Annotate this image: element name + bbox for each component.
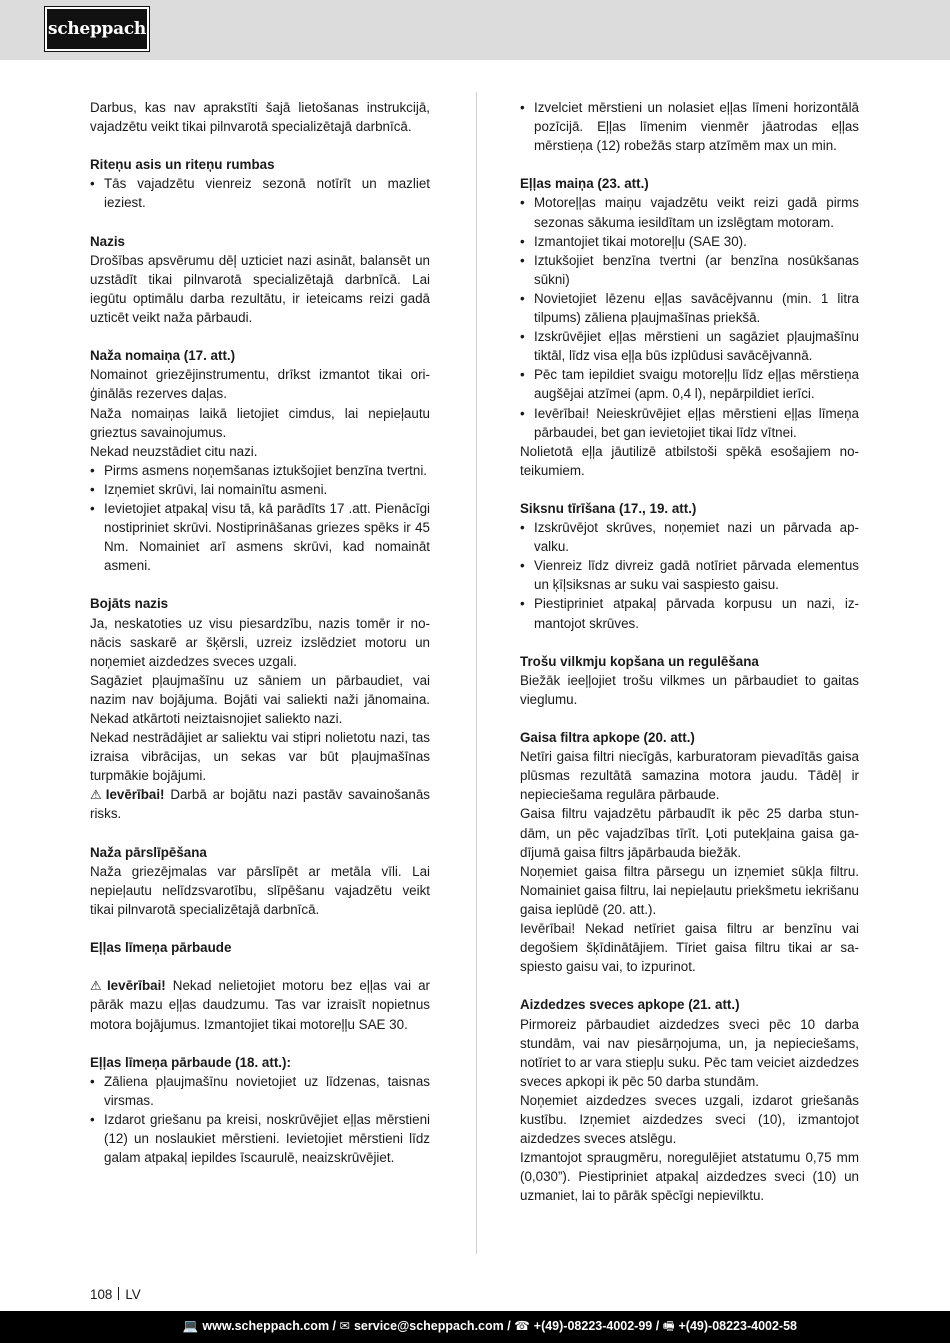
- paragraph: Noņemiet aizdedzes sveces uzgali, izdarot griešanās kustību. Izņemiet aizdedzes sveci (10), izmantojot aizdedzes sveces atslēgu.: [520, 1092, 859, 1147]
- section-heading: Naža nomaiņa (17. att.): [90, 348, 236, 364]
- wheel-axes-section: [90, 155, 430, 212]
- warning-text: Nekad nelietojiet motoru bez eļļas vai ar pārāk mazu eļļas daudzumu. Tas var izraisīt nopietnus motora bojājumus. Izmantojiet tikai motoreļļu SAE 30.: [90, 978, 430, 1032]
- footer-email: service@scheppach.com /: [353, 1319, 511, 1333]
- header-bar: [0, 0, 950, 60]
- section-heading: Naža pārslīpēšana: [90, 844, 207, 860]
- language-code: LV: [125, 1287, 141, 1302]
- blade-replacement-section: [90, 346, 430, 575]
- list-item: • Piestipriniet atpakaļ pārvada korpusu un nazi, izmantojot skrūves.: [520, 594, 859, 632]
- paragraph: Nolietotā eļļa jāutilizē atbilstoši spēkā esošajiem noteikumiem.: [520, 443, 859, 478]
- list-item: • Pirms asmens noņemšanas iztukšojiet benzīna tvertni.: [90, 461, 430, 480]
- oil-change-section: [520, 174, 859, 480]
- brand-logo: scheppach: [45, 7, 149, 51]
- blade-sharpening-section: [90, 843, 430, 919]
- list-item: • Tās vajadzētu vienreiz sezonā notīrīt un mazliet ieziest.: [90, 174, 430, 212]
- list-item: • Pēc tam iepildiet svaigu motoreļļu līdz eļļas mērstieņa augšējai atzīmei (apm. 0,4 l), nepārpildiet ierīci.: [520, 365, 859, 403]
- warning-label: Ievērībai!: [105, 787, 165, 803]
- intro-text: Darbus, kas nav aprakstīti šajā lietošanas instrukcijā, vajadzētu veikt tikai pilnvarotā specializētajā darbnīcā.: [90, 100, 430, 135]
- warning-text: Darbā ar bojātu nazi pastāv savainošanās risks.: [90, 787, 430, 822]
- paragraph: Biežāk ieeļļojiet trošu vilkmes un pārbaudiet to gaitas vieglumu.: [520, 672, 859, 707]
- footer-bar: [0, 1311, 950, 1343]
- section-heading: Siksnu tīrīšana (17., 19. att.): [520, 500, 697, 516]
- section-heading: Nazis: [90, 233, 125, 249]
- list-item: • Izņemiet skrūvi, lai nomainītu asmeni.: [90, 480, 430, 499]
- section-heading: Riteņu asis un riteņu rumbas: [90, 157, 275, 173]
- list-item: • Motoreļļas maiņu vajadzētu veikt reizi gadā pirms sezonas sākuma iesildītam un izslēgtam motoram.: [520, 193, 859, 231]
- right-column: [520, 98, 859, 1225]
- paragraph: Netīri gaisa filtri niecīgās, karburatoram pievadītās gaisa plūsmas rezultātā samazina motora jaudu. Tādēļ ir nepieciešama regulāra pārbaude.: [520, 749, 859, 803]
- warning-paragraph: [90, 785, 430, 823]
- paragraph: Gaisa filtru vajadzētu pārbaudīt ik pēc 25 darba stundām, un pēc vajadzības tīrīt. Ļoti putekļaina gaisa gadījumā gaisa filtrs jāpārbauda biežāk.: [520, 806, 859, 860]
- paragraph: Naža griezējmalas var pārslīpēt ar metāla vīli. Lai nepieļautu nelīdzsvarotību, slīpēšanu vajadzētu veikt tikai pilnvarotā specializētajā darbnīcā.: [90, 863, 430, 917]
- email-icon: ✉: [339, 1319, 350, 1333]
- page-number: [90, 1287, 141, 1302]
- cable-care-section: [520, 652, 859, 709]
- oil-level-check-heading-section: [90, 938, 430, 957]
- page-separator: [118, 1287, 119, 1300]
- warning-triangle-icon: ⚠: [90, 978, 105, 994]
- paragraph: Nekad neuzstādiet citu nazi.: [90, 443, 258, 459]
- spark-plug-section: [520, 995, 859, 1205]
- oil-level-continued-section: [520, 98, 859, 155]
- section-heading: Gaisa filtra apkope (20. att.): [520, 730, 695, 746]
- footer-phone: +(49)-08223-4002-99 /: [533, 1319, 660, 1333]
- paragraph: Izmantojot spraugmēru, noregulējiet atstatumu 0,75 mm (0,030”). Piestipriniet atpakaļ aizdedzes sveci (10) un uzmaniet, lai to pārāk spēcīgi nepievilktu.: [520, 1150, 859, 1204]
- computer-icon: 💻: [182, 1319, 199, 1333]
- oil-warning-section: [90, 976, 430, 1033]
- paragraph: Noņemiet gaisa filtra pārsegu un izņemiet sūkļa filtru. Nomainiet gaisa filtru, lai nepieļautu priekšmetu iekrišanu gaisa ieplūdē (20. att.).: [520, 863, 859, 917]
- list-item: • Iztukšojiet benzīna tvertni (ar benzīna nosūkšanas sūkni): [520, 251, 859, 289]
- left-column: [90, 98, 430, 1186]
- list-item: • Ievērībai! Neieskrūvējiet eļļas mērstieni eļļas līmeņa pārbaudei, bet gan ievietojiet tikai līdz vītnei.: [520, 404, 859, 442]
- paragraph: Ja, neskatoties uz visu piesardzību, nazis tomēr ir nonācis saskarē ar šķērsli, uzreiz izslēdziet motoru un noņemiet aizdedzes sveces uzgali.: [90, 615, 430, 669]
- section-heading: Eļļas līmeņa pārbaude: [90, 940, 232, 956]
- section-heading: Aizdedzes sveces apkope (21. att.): [520, 997, 740, 1013]
- page-number-value: 108: [90, 1287, 113, 1302]
- list-item: • Izskrūvējot skrūves, noņemiet nazi un pārvada apvalku.: [520, 518, 859, 556]
- list-item: • Novietojiet lēzenu eļļas savācējvannu (min. 1 litra tilpums) zāliena pļaujmašīnas priekšā.: [520, 289, 859, 327]
- intro-section: [90, 98, 430, 136]
- phone-icon: ☎: [514, 1319, 530, 1333]
- air-filter-section: [520, 728, 859, 976]
- section-heading: Bojāts nazis: [90, 596, 169, 612]
- list-item: • Izmantojiet tikai motoreļļu (SAE 30).: [520, 232, 859, 251]
- list-item: • Zāliena pļaujmašīnu novietojiet uz līdzenas, taisnas virsmas.: [90, 1072, 430, 1110]
- paragraph: Sagāziet pļaujmašīnu uz sāniem un pārbaudiet, vai nazim nav bojājuma. Bojāti vai saliekti naži jānomaina. Nekad atkārtoti neiztaisnojiet saliekto nazi.: [90, 672, 430, 726]
- list-item: • Ievietojiet atpakaļ visu tā, kā parādīts 17 .att. Pienācīgi nostipriniet skrūvi. Nostiprināšanas griezes spēks ir 45 Nm. Nomainiet arī asmens skrūvi, kad nomaināt asmeni.: [90, 499, 430, 575]
- list-item: • Izvelciet mērstieni un nolasiet eļļas līmeni horizontālā pozīcijā. Eļļas līmenim vienmēr jāatrodas eļļas mērstieņa (12) robežās starp atzīmēm max un min.: [520, 98, 859, 155]
- oil-level-check-steps-section: [90, 1053, 430, 1168]
- paragraph: Nomainot griezējinstrumentu, drīkst izmantot tikai oriģinālās rezerves daļas.: [90, 367, 430, 402]
- paragraph: Ievērībai! Nekad netīriet gaisa filtru ar benzīnu vai degošiem šķīdinātājiem. Tīriet gaisa filtru tikai ar saspiesto gaisu vai, to izpurinot.: [520, 921, 859, 975]
- column-divider: [476, 92, 477, 1254]
- paragraph: Pirmoreiz pārbaudiet aizdedzes sveci pēc 10 darba stundām, vai nav piesārņojuma, un, ja nepieciešams, notīriet to ar vara stiepļu suku. Pēc tam veiciet aizdedzes sveces apkopi ik pēc 50 darba stundām.: [520, 1016, 859, 1089]
- section-heading: Eļļas maiņa (23. att.): [520, 176, 649, 192]
- blade-section: [90, 232, 430, 327]
- list-item: • Izdarot griešanu pa kreisi, noskrūvējiet eļļas mērstieni (12) un noslaukiet mērstieni. Ievietojiet mērstieni līdz galam atpakaļ iepildes īscaurulē, neaizskrūvējiet.: [90, 1110, 430, 1167]
- footer-fax: +(49)-08223-4002-58: [678, 1319, 797, 1333]
- paragraph: Drošības apsvērumu dēļ uzticiet nazi asināt, balansēt un uzstādīt tikai pilnvarotā specializētajā darbnīcā. Lai iegūtu optimālu darba rezultātu, ir ieteicams reizi gadā uzticēt veikt naža pārbaudi.: [90, 252, 430, 326]
- paragraph: Naža nomaiņas laikā lietojiet cimdus, lai nepieļautu grieztus savainojumus.: [90, 405, 430, 440]
- list-item: • Izskrūvējiet eļļas mērstieni un sagāziet pļaujmašīnu tiktāl, līdz visa eļļa būs izplūdusi savācējvannā.: [520, 327, 859, 365]
- fax-icon: 🖷: [662, 1319, 675, 1333]
- warning-triangle-icon: ⚠: [90, 787, 104, 803]
- list-item: • Vienreiz līdz divreiz gadā notīriet pārvada elementus un ķīļsiksnas ar suku vai saspiesto gaisu.: [520, 556, 859, 594]
- section-heading: Eļļas līmeņa pārbaude (18. att.):: [90, 1054, 291, 1070]
- warning-paragraph: [90, 976, 430, 1033]
- paragraph: Nekad nestrādājiet ar saliektu vai stipri nolietotu nazi, tas izraisa vibrācijas, un sekas var būt pļaujmašīnas turpmākie bojājumi.: [90, 730, 430, 784]
- warning-label: Ievērībai!: [106, 978, 166, 994]
- footer-website: www.scheppach.com /: [202, 1319, 337, 1333]
- belt-cleaning-section: [520, 499, 859, 633]
- damaged-blade-section: [90, 594, 430, 823]
- section-heading: Trošu vilkmju kopšana un regulēšana: [520, 653, 759, 669]
